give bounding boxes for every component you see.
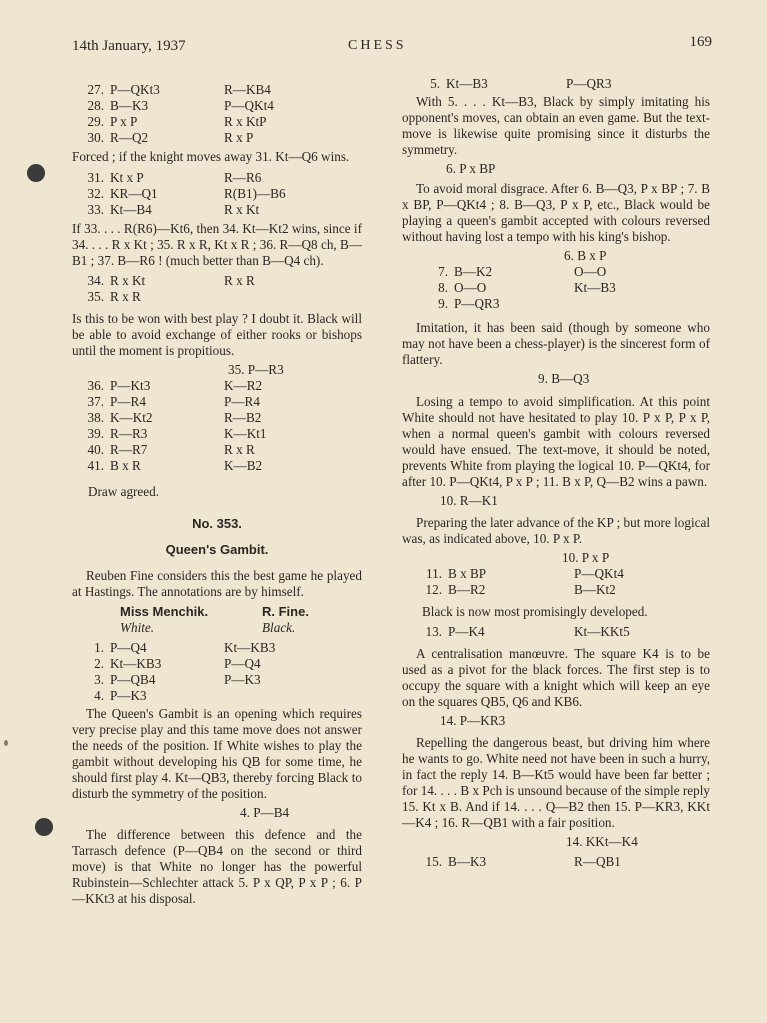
- move-row: 13. P—K4 Kt—KKt5: [425, 624, 630, 639]
- move-row: 9. P—QR3: [438, 296, 500, 311]
- move-row: 40. R—R7 R x R: [87, 442, 255, 457]
- move-row: 41. B x R K—B2: [87, 458, 263, 473]
- annotation: With 5. . . . Kt—B3, Black by simply imitating his opponent's moves, can obtain an even game. But the text-move is likewise quite promising since it disturbs the symmetry.: [402, 94, 710, 157]
- move-black-only: 9. B—Q3: [538, 371, 590, 386]
- annotation: Repelling the dangerous beast, but driving him where he wants to go. White need not have been in such a hurry, in fact the reply 14. B—Kt5 would have been far better ; for 14. . . . B x Pch is unsound because of the simple reply 15. Kt x B. And if 14. . . . Q—B2 then 15. P—KR3, KKt—K4 ; 16. R—QB1 with a fair position.: [402, 735, 710, 830]
- players: [72, 604, 362, 620]
- white-player: Miss Menchik.: [120, 604, 209, 619]
- left-column: [72, 76, 362, 910]
- player-colors: [72, 620, 362, 636]
- page-number: 169: [689, 34, 712, 50]
- move-row: 11. B x BP P—QKt4: [426, 566, 624, 581]
- move-white-only: 10. R—K1: [440, 493, 498, 508]
- page-header: [72, 34, 712, 56]
- white-label: White.: [120, 620, 155, 635]
- annotation: A centralisation manœuvre. The square K4 is to be used as a pivot for the black forces. The first step is to occupy the square with a knight which will keep an eye on the squares QB5, Q6 and KB6.: [402, 646, 710, 709]
- move-black-only: 4. P—B4: [240, 805, 290, 820]
- annotation: Reuben Fine considers this the best game he played at Hastings. The annotations are by himself.: [72, 568, 362, 599]
- move-row: 7. B—K2 O—O: [438, 264, 607, 279]
- annotation: Preparing the later advance of the KP ; but more logical was, as indicated above, 10. P x P.: [402, 515, 710, 546]
- punch-hole-top: [27, 164, 45, 182]
- move-black-only: 14. KKt—K4: [566, 834, 638, 849]
- annotation: Forced ; if the knight moves away 31. Kt—Q6 wins.: [72, 149, 350, 164]
- annotation: To avoid moral disgrace. After 6. B—Q3, P x BP ; 7. B x BP, P—QKt4 ; 8. B—Q3, P x P, etc., Black would be playing a queen's gambit accepted with colours reversed without having lost a tempo with his king's bishop.: [402, 181, 710, 244]
- black-label: Black.: [262, 620, 296, 635]
- move-row: 39. R—R3 K—Kt1: [87, 426, 267, 441]
- move-black-only: 35. P—R3: [228, 362, 284, 377]
- punch-hole-bottom: [35, 818, 53, 836]
- move-row: 30. R—Q2 R x P: [87, 130, 254, 145]
- header-title: CHESS: [348, 38, 407, 53]
- black-player: R. Fine.: [262, 604, 309, 619]
- paper-mark: [4, 740, 8, 746]
- annotation: Black is now most promisingly developed.: [422, 604, 648, 619]
- move-row: 3. P—QB4 P—K3: [94, 672, 261, 687]
- annotation: The difference between this defence and the Tarrasch defence (P—QB4 on the second or third move) is that White no longer has the powerful Rubinstein—Schlechter attack 5. P x QP, P x P ; 6. P—KKt3 at his disposal.: [72, 827, 362, 906]
- move-row: 1. P—Q4 Kt—KB3: [94, 640, 276, 655]
- move-row: 31. Kt x P R—R6: [87, 170, 262, 185]
- move-black-only: 6. B x P: [564, 248, 607, 263]
- result: Draw agreed.: [88, 484, 160, 499]
- move-row: 29. P x P R x KtP: [87, 114, 267, 129]
- move-row: 8. O—O Kt—B3: [438, 280, 616, 295]
- header-date: 14th January, 1937: [72, 38, 186, 54]
- move-row: 12. B—R2 B—Kt2: [425, 582, 616, 597]
- annotation: Imitation, it has been said (though by someone who may not have been a chess-player) is the sincerest form of flattery.: [402, 320, 710, 367]
- move-row: 28. B—K3 P—QKt4: [87, 98, 274, 113]
- move-row: 34. R x Kt R x R: [87, 273, 255, 288]
- move-row: 27. P—QKt3 R—KB4: [87, 82, 271, 97]
- opening-title: Queen's Gambit.: [165, 542, 269, 557]
- move-black-only: 10. P x P: [562, 550, 610, 565]
- annotation: The Queen's Gambit is an opening which requires very precise play and this tame move does not answer the needs of the position. If White wishes to play the gambit without developing his QB for some time, he should first play 4. Kt—QB3, thereby forcing Black to disturb the symmetry of the position.: [72, 706, 362, 801]
- annotation: Losing a tempo to avoid simplification. At this point White should not have hesitated to play 10. P x P, P x P, when a normal queen's gambit with colours reversed would have ensued. The text-move, it should be noted, prevents White from playing the logical 10. P—QKt4, for after 10. P—QKt4, P x P ; 11. B x P, Q—B2 wins a pawn.: [402, 394, 710, 489]
- move-row: 35. R x R: [87, 289, 141, 304]
- move-row: 38. K—Kt2 R—B2: [87, 410, 262, 425]
- move-row: 33. Kt—B4 R x Kt: [87, 202, 260, 217]
- move-row: 32. KR—Q1 R(B1)—B6: [87, 186, 286, 201]
- move-white-only: 14. P—KR3: [440, 713, 506, 728]
- move-row: 37. P—R4 P—R4: [87, 394, 260, 409]
- move-row: 4. P—K3: [94, 688, 147, 703]
- annotation: Is this to be won with best play ? I doubt it. Black will be able to avoid exchange of either rooks or bishops until the moment is propitious.: [72, 311, 362, 358]
- annotation: If 33. . . . R(R6)—Kt6, then 34. Kt—Kt2 wins, since if 34. . . . R x Kt ; 35. R x R, Kt x R ; 36. R—Q8 ch, B—B1 ; 37. B—R6 ! (much better than B—Q4 ch).: [72, 221, 362, 268]
- move-row: 2. Kt—KB3 P—Q4: [94, 656, 261, 671]
- move-row: 5. Kt—B3 P—QR3: [430, 76, 612, 91]
- move-white-only: 6. P x BP: [446, 161, 496, 176]
- right-column: [402, 76, 710, 870]
- move-row: 36. P—Kt3 K—R2: [87, 378, 263, 393]
- move-row: 15. B—K3 R—QB1: [425, 854, 621, 869]
- game-number: No. 353.: [192, 516, 242, 531]
